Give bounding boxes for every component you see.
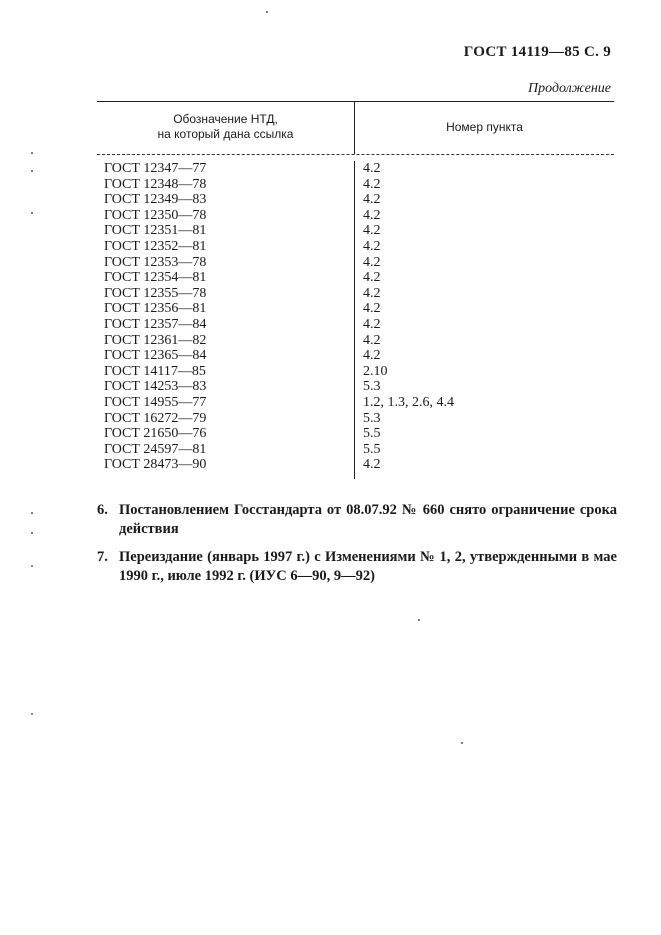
row-item-number: 4.2 (363, 332, 381, 348)
row-item-number: 5.3 (363, 379, 381, 395)
row-document: ГОСТ 12351—81 (104, 223, 207, 239)
scan-speck (31, 170, 33, 172)
row-document: ГОСТ 28473—90 (104, 457, 207, 473)
row-item-number: 5.5 (363, 441, 381, 457)
header-document-line-2: на который дана ссылка (157, 127, 294, 141)
row-document: ГОСТ 14955—77 (104, 394, 207, 410)
header-document-line-1: Обозначение НТД, (173, 112, 278, 126)
scan-speck (461, 742, 463, 744)
row-document: ГОСТ 12350—78 (104, 207, 207, 223)
row-document: ГОСТ 12348—78 (104, 176, 207, 192)
scan-speck (31, 212, 33, 214)
scan-speck (31, 152, 33, 154)
row-item-number: 4.2 (363, 301, 381, 317)
reference-table (97, 101, 614, 479)
scan-speck (418, 619, 420, 621)
scan-speck (31, 532, 33, 534)
document-column (97, 161, 355, 479)
note-item (97, 548, 617, 586)
scan-speck (266, 11, 268, 13)
row-item-number: 4.2 (363, 254, 381, 270)
scan-speck (31, 713, 33, 715)
row-document: ГОСТ 12361—82 (104, 332, 207, 348)
note-number: 7. (97, 549, 108, 565)
row-item-number: 5.5 (363, 426, 381, 442)
row-document: ГОСТ 21650—76 (104, 426, 207, 442)
row-document: ГОСТ 12352—81 (104, 238, 207, 254)
row-item-number: 4.2 (363, 348, 381, 364)
scan-speck (31, 512, 33, 514)
note-item (97, 501, 617, 539)
row-item-number: 4.2 (363, 207, 381, 223)
item-column (355, 161, 614, 479)
row-item-number: 4.2 (363, 192, 381, 208)
row-item-number: 1.2, 1.3, 2.6, 4.4 (363, 394, 454, 410)
row-document: ГОСТ 12356—81 (104, 301, 207, 317)
row-document: ГОСТ 12353—78 (104, 254, 207, 270)
row-document: ГОСТ 12355—78 (104, 285, 207, 301)
table-body (97, 155, 614, 479)
row-document: ГОСТ 24597—81 (104, 441, 207, 457)
header-document-designation (97, 102, 355, 154)
row-item-number: 4.2 (363, 238, 381, 254)
notes-section (97, 501, 617, 595)
note-text: Постановлением Госстандарта от 08.07.92 № 660 снято ограничение срока действия (119, 502, 617, 537)
row-document: ГОСТ 12349—83 (104, 192, 207, 208)
scan-speck (31, 565, 33, 567)
row-item-number: 4.2 (363, 457, 381, 473)
row-item-number: 4.2 (363, 316, 381, 332)
row-item-number: 4.2 (363, 161, 381, 176)
row-document: ГОСТ 12365—84 (104, 348, 207, 364)
continuation-label: Продолжение (528, 81, 611, 96)
row-item-number: 5.3 (363, 410, 381, 426)
row-item-number: 4.2 (363, 176, 381, 192)
note-text: Переиздание (январь 1997 г.) с Изменениями № 1, 2, утвержденными в мае 1990 г., июле 1992 г. (ИУС 6—90, 9—92) (119, 549, 617, 584)
row-item-number: 4.2 (363, 285, 381, 301)
table-header (97, 102, 614, 155)
row-document: ГОСТ 12347—77 (104, 161, 207, 176)
row-document: ГОСТ 16272—79 (104, 410, 207, 426)
note-number: 6. (97, 502, 108, 518)
page-header: ГОСТ 14119—85 С. 9 (463, 44, 611, 60)
row-document: ГОСТ 12357—84 (104, 316, 207, 332)
row-item-number: 2.10 (363, 363, 388, 379)
header-item-number: Номер пункта (446, 120, 523, 134)
row-document: ГОСТ 14117—85 (104, 363, 206, 379)
row-document: ГОСТ 12354—81 (104, 270, 207, 286)
row-item-number: 4.2 (363, 223, 381, 239)
row-item-number: 4.2 (363, 270, 381, 286)
row-document: ГОСТ 14253—83 (104, 379, 207, 395)
